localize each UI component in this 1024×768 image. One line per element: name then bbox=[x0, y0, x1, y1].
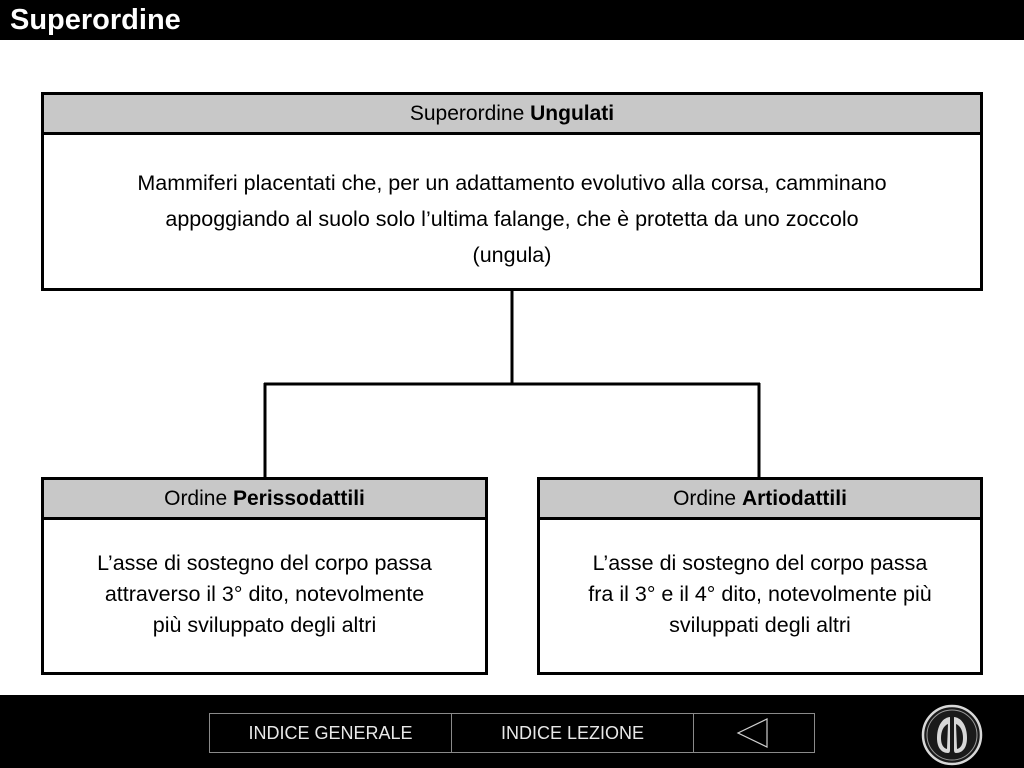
order-header bbox=[540, 480, 980, 520]
order-perissodattili-box bbox=[41, 477, 488, 675]
lesson-index-button[interactable]: INDICE LEZIONE bbox=[452, 714, 694, 752]
superorder-description bbox=[44, 135, 980, 273]
superorder-name: Ungulati bbox=[530, 102, 615, 125]
order-name: Artiodattili bbox=[741, 487, 847, 510]
back-button[interactable] bbox=[694, 714, 814, 752]
superorder-box bbox=[41, 92, 983, 291]
description-line: attraverso il 3° dito, notevolmente bbox=[104, 582, 425, 606]
general-index-button[interactable]: INDICE GENERALE bbox=[210, 714, 452, 752]
superorder-header bbox=[44, 95, 980, 135]
description-line: sviluppati degli altri bbox=[669, 613, 851, 637]
order-name: Perissodattili bbox=[232, 487, 365, 510]
description-line: L’asse di sostegno del corpo passa bbox=[97, 551, 432, 575]
footer-bar bbox=[0, 695, 1024, 768]
hoof-logo-icon[interactable] bbox=[921, 704, 983, 766]
footer-navigation bbox=[209, 713, 815, 753]
order-header-prefix: Ordine bbox=[673, 487, 737, 510]
page-title: Superordine bbox=[10, 4, 181, 36]
title-bar bbox=[0, 0, 1024, 40]
order-header bbox=[44, 480, 485, 520]
description-line: più sviluppato degli altri bbox=[152, 613, 377, 637]
order-artiodattili-box bbox=[537, 477, 983, 675]
order-description bbox=[540, 520, 980, 641]
description-line: fra il 3° e il 4° dito, notevolmente più bbox=[588, 582, 932, 606]
description-line: L’asse di sostegno del corpo passa bbox=[592, 551, 928, 575]
description-line: appoggiando al suolo solo l’ultima falange, che è protetta da uno zoccolo bbox=[165, 207, 859, 231]
back-triangle-icon bbox=[736, 718, 770, 748]
superorder-header-prefix: Superordine bbox=[409, 102, 525, 125]
description-line: Mammiferi placentati che, per un adattamento evolutivo alla corsa, camminano bbox=[137, 171, 887, 195]
description-line: (ungula) bbox=[472, 243, 552, 267]
order-header-prefix: Ordine bbox=[164, 487, 228, 510]
order-description bbox=[44, 520, 485, 641]
